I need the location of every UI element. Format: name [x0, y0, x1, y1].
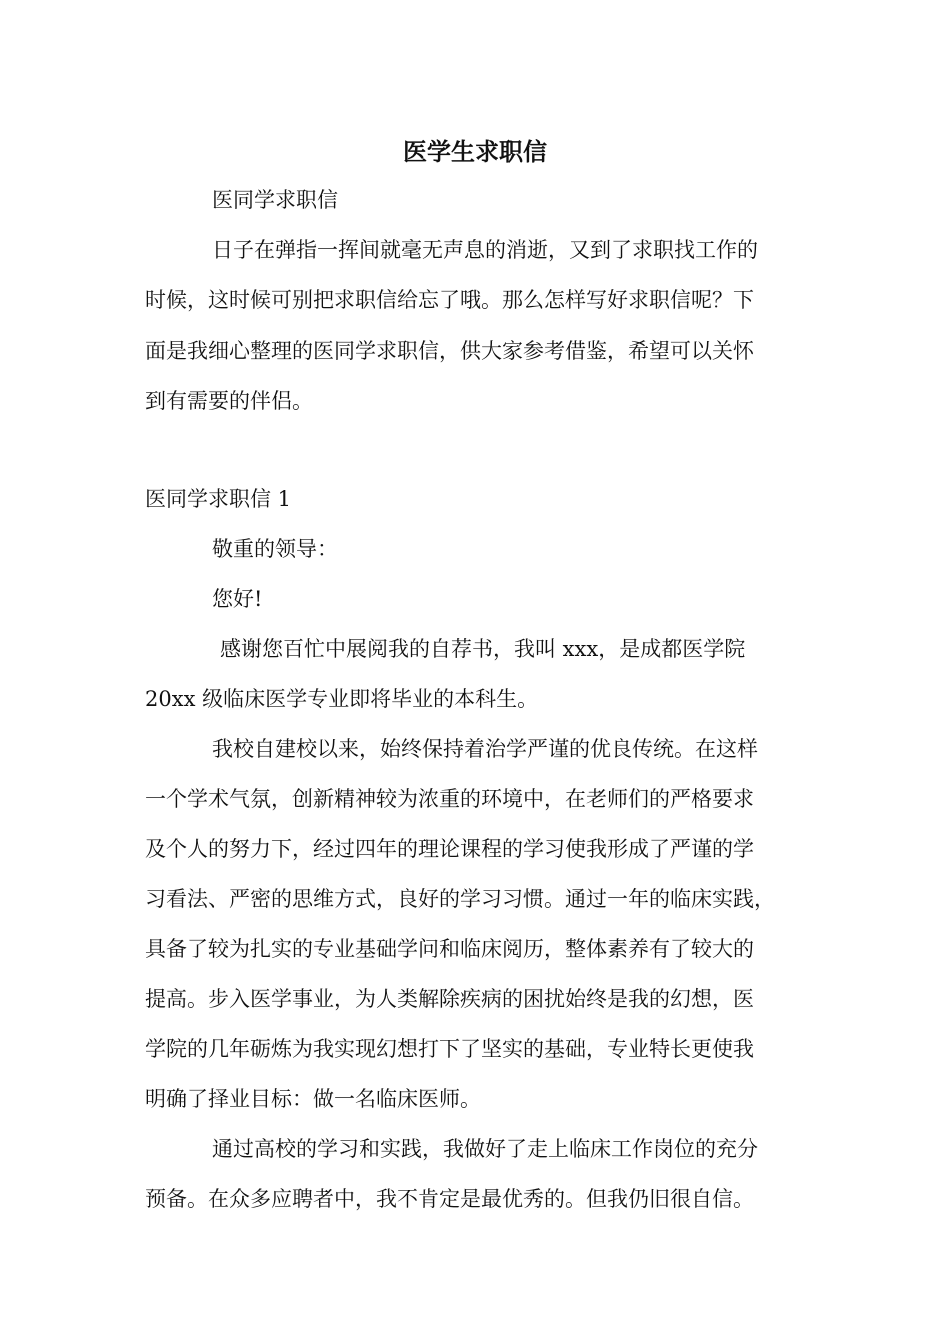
- body-line: 一个学术气氛，创新精神较为浓重的环境中，在老师们的严格要求: [145, 787, 754, 811]
- body-line: 提高。步入医学事业，为人类解除疾病的困扰始终是我的幻想，医: [145, 987, 754, 1011]
- body-line: 感谢您百忙中展阅我的自荐书，我叫 xxx，是成都医学院: [220, 637, 746, 661]
- body-line: 明确了择业目标：做一名临床医师。: [145, 1087, 481, 1111]
- body-line: 及个人的努力下，经过四年的理论课程的学习使我形成了严谨的学: [145, 837, 754, 861]
- body-line: 20xx 级临床医学专业即将毕业的本科生。: [145, 687, 539, 711]
- intro-line-2: 时候，这时候可别把求职信给忘了哦。那么怎样写好求职信呢？下: [145, 288, 754, 312]
- body-line: 通过高校的学习和实践，我做好了走上临床工作岗位的充分: [212, 1137, 758, 1161]
- body-line: 具备了较为扎实的专业基础学问和临床阅历，整体素养有了较大的: [145, 937, 754, 961]
- body-line: 学院的几年砺炼为我实现幻想打下了坚实的基础，专业特长更使我: [145, 1037, 754, 1061]
- body-line: 预备。在众多应聘者中，我不肯定是最优秀的。但我仍旧很自信。: [145, 1187, 754, 1211]
- greeting: 您好!: [212, 587, 263, 611]
- salutation: 敬重的领导：: [212, 537, 338, 561]
- intro-line-4: 到有需要的伴侣。: [145, 389, 313, 413]
- document-title: 医学生求职信: [403, 137, 547, 166]
- intro-line-1: 日子在弹指一挥间就毫无声息的消逝，又到了求职找工作的: [212, 238, 758, 262]
- subtitle-line: 医同学求职信: [212, 188, 338, 212]
- body-line: 我校自建校以来，始终保持着治学严谨的优良传统。在这样: [212, 737, 758, 761]
- body-line: 习看法、严密的思维方式，良好的学习习惯。通过一年的临床实践，: [145, 887, 775, 911]
- intro-line-3: 面是我细心整理的医同学求职信，供大家参考借鉴，希望可以关怀: [145, 339, 754, 363]
- section-heading: 医同学求职信 1: [145, 487, 292, 511]
